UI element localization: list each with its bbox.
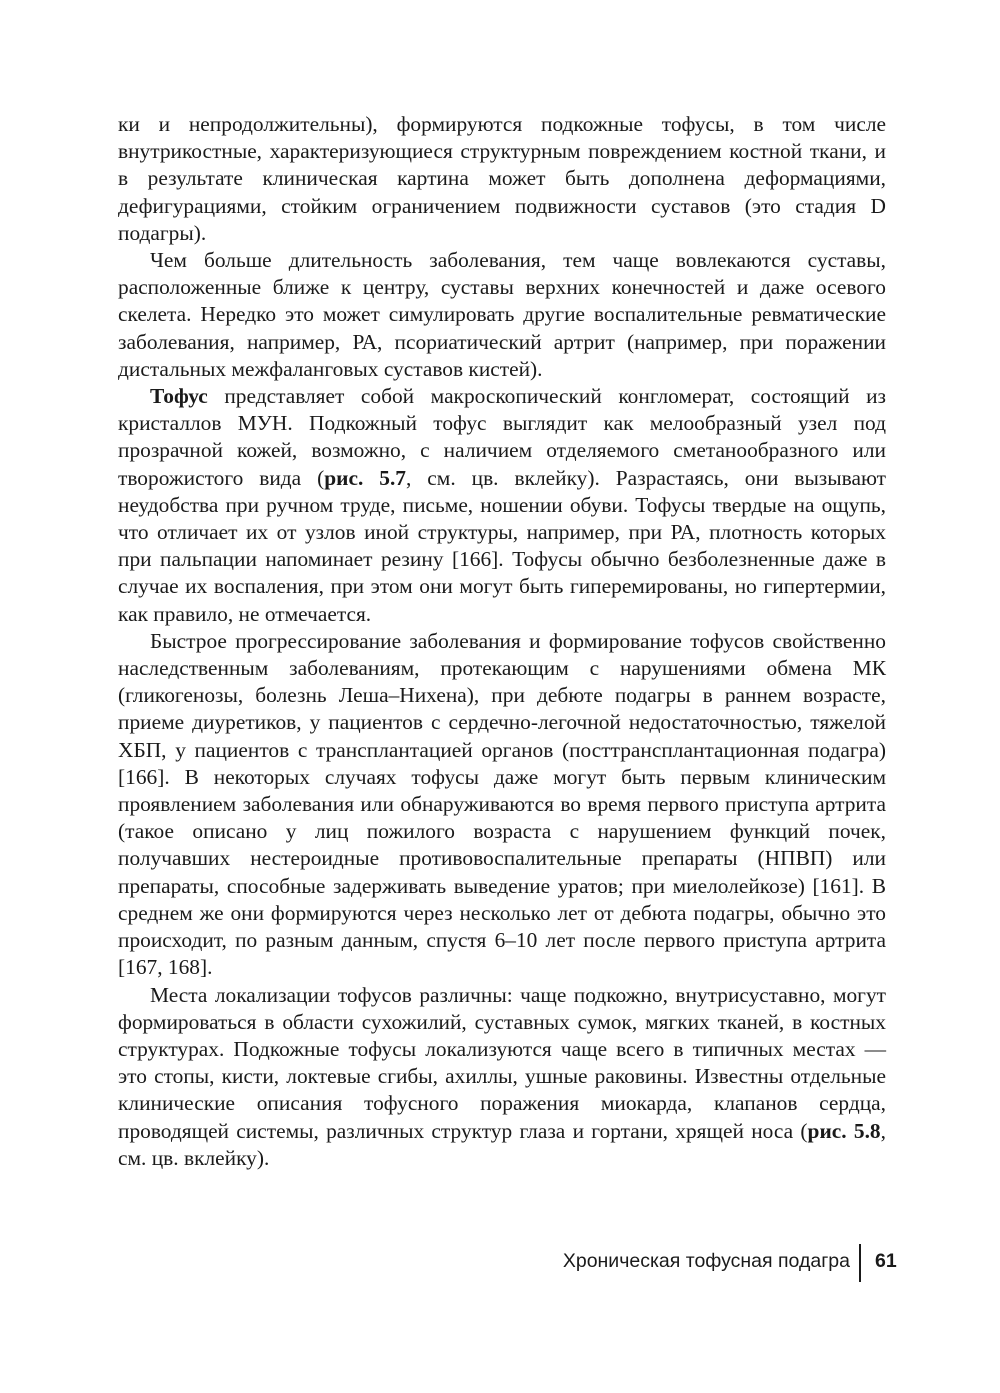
page-footer xyxy=(0,1244,1000,1284)
body-text xyxy=(118,111,886,1172)
paragraph-continuation xyxy=(118,111,886,247)
running-title: Хроническая тофусная подагра xyxy=(562,1250,850,1272)
paragraph-text: ки и непродолжительны), формируются подкожные тофусы, в том числе внутрикостные, характеризующиеся структурным повреждением костной ткани, и в результате клиническая картина может быть дополнена деформациями, дефигурациями, стойким ограничением подвижности суставов (это стадия D подагры). xyxy=(118,112,886,245)
footer-divider xyxy=(859,1244,861,1282)
paragraph-text: Чем больше длительность заболевания, тем чаще вовлекаются суставы, расположенные ближе к центру, суставы верхних конечностей и даже осевого скелета. Нередко это может симулировать другие воспалительные ревматические заболевания, например, РА, псориатический артрит (например, при поражении дистальных межфаланговых суставов кистей). xyxy=(118,248,886,381)
paragraph-text: , см. цв. вклейку). Разрастаясь, они вызывают неудобства при ручном труде, письме, ношении обуви. Тофусы твердые на ощупь, что отличает их от узлов иной структуры, например, при РА, плотность которых при пальпации напоминает резину [166]. Тофусы обычно безболезненные даже в случае их воспаления, при этом они могут быть гиперемированы, но гипертермии, как правило, не отмечается. xyxy=(118,465,886,626)
paragraph-localization xyxy=(118,982,886,1172)
paragraph-rapid-progression xyxy=(118,628,886,982)
paragraph-text: представляет собой макроскопический конгломерат, состоящий из кристаллов МУН. Подкожный тофус выглядит как мелообразный узел под прозрачной кожей, возможно, с наличием отделяемого сметанообразного или творожистого вида ( xyxy=(118,384,886,490)
paragraph-text: , см. цв. вклейку). xyxy=(118,1118,886,1170)
figure-ref-5-7: рис. 5.7 xyxy=(324,465,406,490)
paragraph-tophus-definition xyxy=(118,383,886,628)
figure-ref-5-8: рис. 5.8 xyxy=(807,1118,881,1143)
paragraph-text: Места локализации тофусов различны: чаще подкожно, внутрисуставно, могут формироваться в области сухожилий, суставных сумок, мягких тканей, в костных структурах. Подкожные тофусы локализуются чаще всего в типичных местах — это стопы, кисти, локтевые сгибы, ахиллы, ушные раковины. Известны отдельные клинические описания тофусного поражения миокарда, клапанов сердца, проводящей системы, различных структур глаза и гортани, хрящей носа ( xyxy=(118,982,886,1143)
page-number: 61 xyxy=(875,1250,897,1272)
term-tophus: Тофус xyxy=(150,384,208,409)
paragraph-text: Быстрое прогрессирование заболевания и формирование тофусов свойственно наследственным заболеваниям, протекающим с нарушениями обмена МК (гликогенозы, болезнь Леша–Нихена), при дебюте подагры в раннем возрасте, приеме диуретиков, у пациентов с сердечно-легочной недостаточностью, тяжелой ХБП, у пациентов с трансплантацией органов (посттрансплантационная подагра) [166]. В некоторых случаях тофусы даже могут быть первым клиническим проявлением заболевания или обнаруживаются во время первого приступа артрита (такое описано у лиц пожилого возраста с нарушением функций почек, получавших нестероидные противовоспалительные препараты (НПВП) или препараты, способные задерживать выведение уратов; при миелолейкозе) [161]. В среднем же они формируются через несколько лет от дебюта подагры, обычно это происходит, по разным данным, спустя 6–10 лет после первого приступа артрита [167, 168]. xyxy=(118,628,886,980)
paragraph-joint-involvement xyxy=(118,247,886,383)
